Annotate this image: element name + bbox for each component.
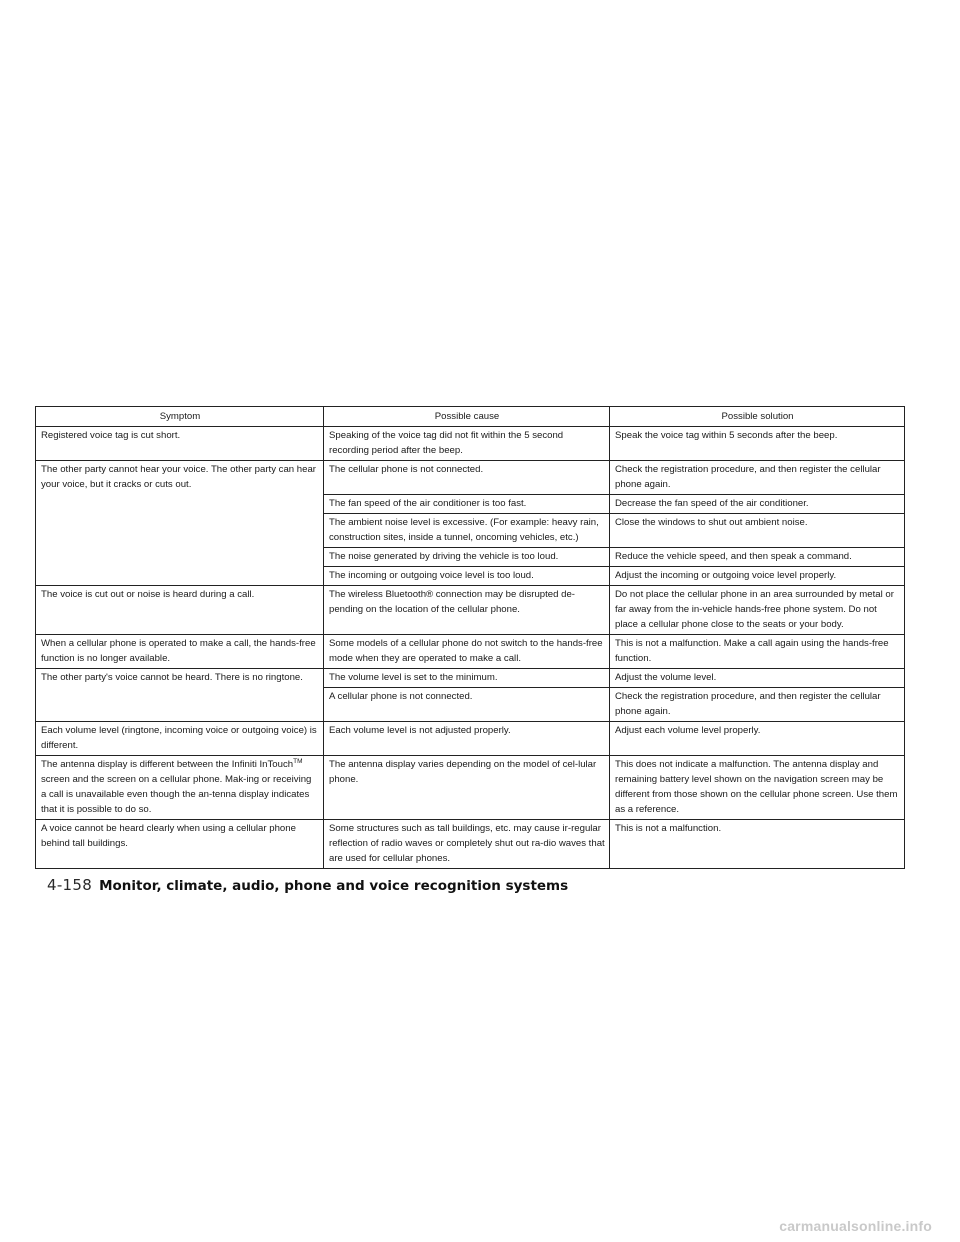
table-row — [36, 669, 905, 688]
solution-cell: Adjust each volume level properly. — [610, 722, 905, 756]
symptom-cell: When a cellular phone is operated to make a call, the hands-free function is no longer available. — [36, 635, 324, 669]
cause-cell: A cellular phone is not connected. — [324, 688, 610, 722]
table-row — [36, 461, 905, 495]
solution-cell: This does not indicate a malfunction. The antenna display and remaining battery level shown on the navigation screen may be different from those shown on the cellular phone screen. Use them as a reference. — [610, 756, 905, 820]
cause-cell: The cellular phone is not connected. — [324, 461, 610, 495]
cause-cell: Each volume level is not adjusted properly. — [324, 722, 610, 756]
troubleshooting-table — [35, 406, 905, 869]
solution-cell: Reduce the vehicle speed, and then speak a command. — [610, 548, 905, 567]
symptom-cell: The voice is cut out or noise is heard during a call. — [36, 586, 324, 635]
symptom-text: The antenna display is different between the Infiniti InTouch — [41, 759, 294, 770]
symptom-cell: Each volume level (ringtone, incoming voice or outgoing voice) is different. — [36, 722, 324, 756]
header-symptom: Symptom — [36, 407, 324, 427]
cause-cell: Some structures such as tall buildings, etc. may cause ir-regular reflection of radio waves or completely shut out ra-dio waves that are used for cellular phones. — [324, 820, 610, 869]
solution-cell: Close the windows to shut out ambient noise. — [610, 514, 905, 548]
solution-cell: Decrease the fan speed of the air conditioner. — [610, 495, 905, 514]
cause-cell: The noise generated by driving the vehicle is too loud. — [324, 548, 610, 567]
cause-cell: The ambient noise level is excessive. (For example: heavy rain, construction sites, inside a tunnel, oncoming vehicles, etc.) — [324, 514, 610, 548]
table-header-row — [36, 407, 905, 427]
symptom-cell: Registered voice tag is cut short. — [36, 427, 324, 461]
symptom-cell: The other party's voice cannot be heard. There is no ringtone. — [36, 669, 324, 722]
cause-cell: The incoming or outgoing voice level is too loud. — [324, 567, 610, 586]
table-row — [36, 427, 905, 461]
solution-cell: Adjust the incoming or outgoing voice level properly. — [610, 567, 905, 586]
solution-cell: Check the registration procedure, and then register the cellular phone again. — [610, 688, 905, 722]
symptom-cell — [36, 756, 324, 820]
solution-cell: Adjust the volume level. — [610, 669, 905, 688]
cause-cell: Speaking of the voice tag did not fit within the 5 second recording period after the beep. — [324, 427, 610, 461]
page-number: 4-158 — [47, 876, 93, 894]
symptom-cell: A voice cannot be heard clearly when using a cellular phone behind tall buildings. — [36, 820, 324, 869]
table-row — [36, 820, 905, 869]
cause-cell: The wireless Bluetooth® connection may be disrupted de-pending on the location of the cellular phone. — [324, 586, 610, 635]
solution-cell: This is not a malfunction. Make a call again using the hands-free function. — [610, 635, 905, 669]
symptom-text: screen and the screen on a cellular phone. Mak-ing or receiving a call is unavailable even though the an-tenna display indicates that it is possible to do so. — [41, 774, 312, 815]
troubleshooting-table-container — [35, 406, 904, 869]
table-row — [36, 756, 905, 820]
header-possible-cause: Possible cause — [324, 407, 610, 427]
page-footer — [47, 876, 568, 894]
solution-cell: Check the registration procedure, and then register the cellular phone again. — [610, 461, 905, 495]
section-title: Monitor, climate, audio, phone and voice recognition systems — [99, 878, 569, 894]
trademark-mark: TM — [293, 757, 303, 765]
solution-cell: Speak the voice tag within 5 seconds after the beep. — [610, 427, 905, 461]
solution-cell: Do not place the cellular phone in an area surrounded by metal or far away from the in-vehicle hands-free phone system. Do not place a cellular phone close to the seats or your body. — [610, 586, 905, 635]
table-row — [36, 586, 905, 635]
cause-cell: Some models of a cellular phone do not switch to the hands-free mode when they are operated to make a call. — [324, 635, 610, 669]
cause-cell: The antenna display varies depending on the model of cel-lular phone. — [324, 756, 610, 820]
watermark: carmanualsonline.info — [779, 1218, 932, 1234]
solution-cell: This is not a malfunction. — [610, 820, 905, 869]
header-possible-solution: Possible solution — [610, 407, 905, 427]
table-row — [36, 635, 905, 669]
table-row — [36, 722, 905, 756]
cause-cell: The volume level is set to the minimum. — [324, 669, 610, 688]
cause-cell: The fan speed of the air conditioner is too fast. — [324, 495, 610, 514]
symptom-cell: The other party cannot hear your voice. The other party can hear your voice, but it cracks or cuts out. — [36, 461, 324, 586]
